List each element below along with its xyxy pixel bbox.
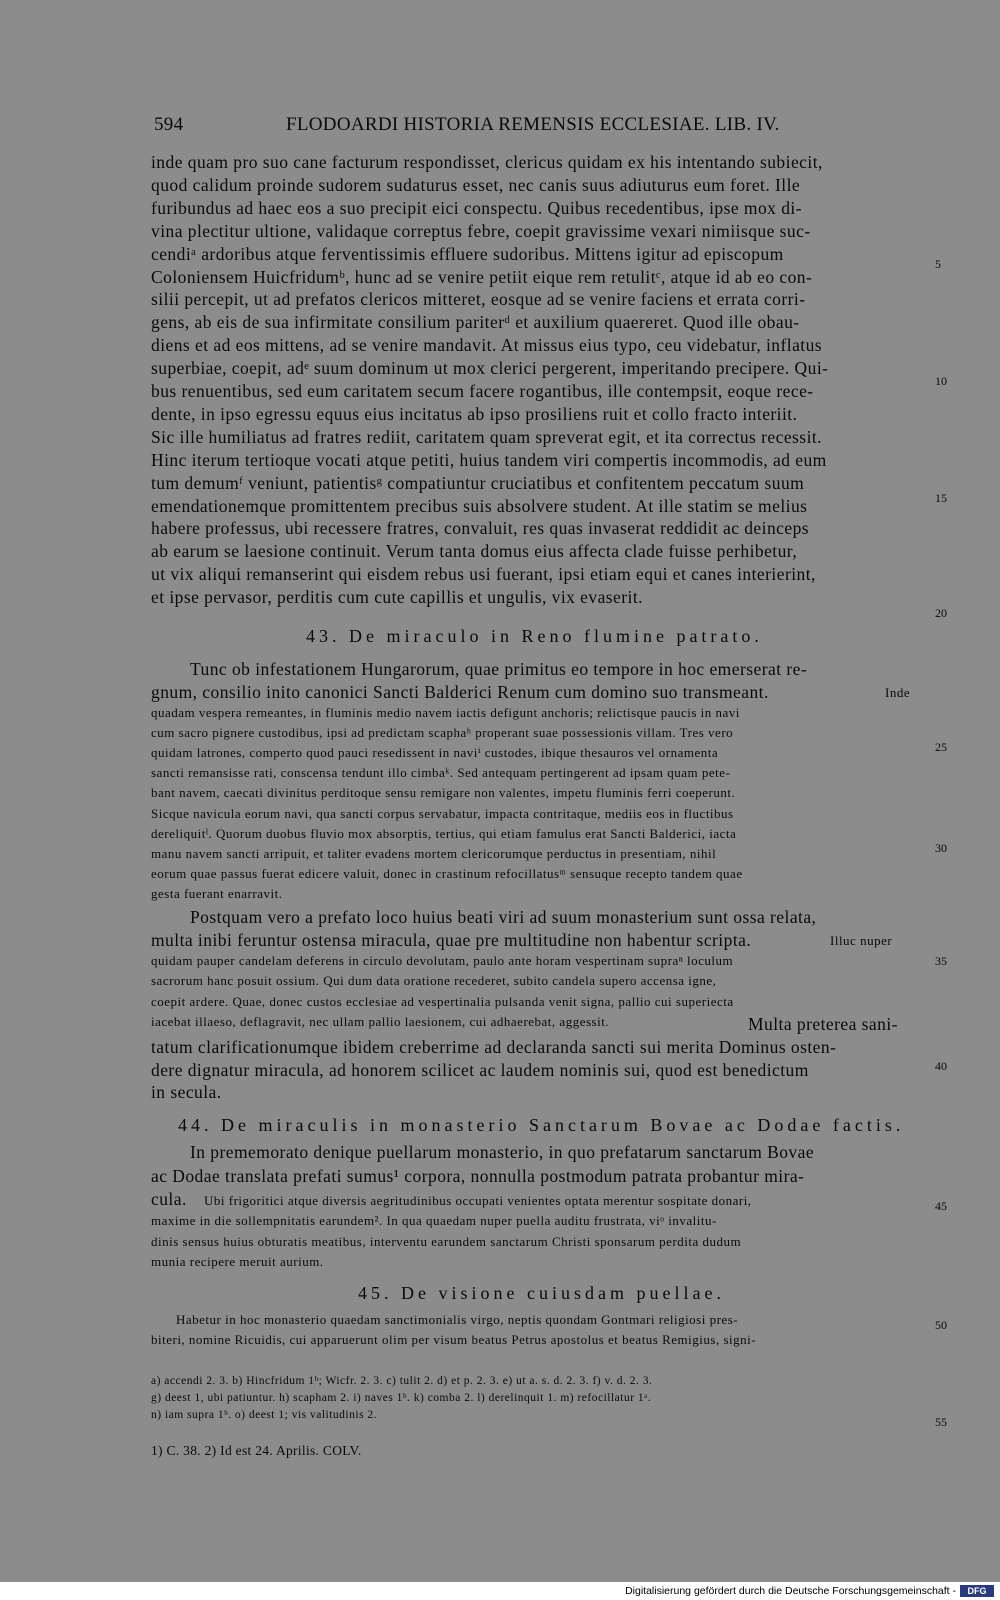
text-line: et ipse pervasor, perditis cum cute capillis et ungulis, vix evaserit. <box>151 587 643 608</box>
text-line: bant navem, caecati divinitus perditoque sensu remigare non valentes, impetu fluminis ferri coeperunt. <box>151 785 736 801</box>
text-line: Sic ille humiliatus ad fratres rediit, caritatem quam spreverat egit, et ita correctus recessit. <box>151 426 823 447</box>
text-line: Inde <box>885 685 911 700</box>
line-number: 55 <box>935 1415 947 1429</box>
footer-credit: Digitalisierung gefördert durch die Deutsche Forschungsgemeinschaft - <box>625 1585 956 1597</box>
text-line: ut vix aliqui remanserint qui eisdem rebus usi fuerant, ipsi etiam equi et canes interierint, <box>151 564 816 585</box>
text-line: dereliquitˡ. Quorum duobus fluvio mox absorptis, tertius, qui etiam famulus erat Sancti Balderici, iacta <box>151 825 737 841</box>
text-line: quidam pauper candelam deferens in circulo devolutam, paulo ante horam vespertinam supraⁿ loculum <box>151 953 734 968</box>
text-line: cendiᵃ ardoribus atque ferventissimis effluere sudoribus. Mittens igitur ad episcopum <box>151 243 784 264</box>
line-number: 30 <box>935 841 947 855</box>
text-line: munia recipere meruit aurium. <box>151 1254 324 1269</box>
text-line: sancti remansisse rati, conscensa tendunt illo cimbaᵏ. Sed antequam pertingerent ad ipsam quam pete- <box>151 765 731 781</box>
text-line: Tunc ob infestationem Hungarorum, quae primitus eo tempore in hoc emerserat re- <box>190 659 808 679</box>
text-line: tum demumᶠ veniunt, patientisᵍ compatiuntur cruciatibus et confitentem peccatum suum <box>151 472 805 493</box>
text-line: Multa preterea sani- <box>748 1014 898 1034</box>
text-line: cum sacro pignere custodibus, ipsi ad predictam scaphaʰ properant suae possessionis villam. Tres vero <box>151 725 734 741</box>
text-line: Coloniensem Huicfridumᵇ, hunc ad se venire petiit eique rem retulitᶜ, atque id ab eo con- <box>151 266 813 287</box>
text-line: diens et ad eos mittens, ad se venire mandavit. At missus eius typo, ceu videbatur, inflatus <box>151 335 823 356</box>
text-line: gesta fuerant enarravit. <box>151 885 283 901</box>
footer-bar <box>0 1582 1000 1600</box>
apparatus-note: g) deest 1, ubi patiuntur. h) scapham 2. i) naves 1ᵇ. k) comba 2. l) derelinquit 1. m) refocillatur 1ᵃ. <box>151 1392 652 1404</box>
text-line: gens, ab eis de sua infirmitate consilium pariterᵈ et auxilium quaereret. Quod ille obau- <box>151 312 800 333</box>
text-line: biteri, nomine Ricuidis, cui apparuerunt olim per visum beatus Petrus apostolus et beatus Remigius, signi- <box>151 1332 757 1347</box>
text-line: Ubi frigoritici atque diversis aegritudinibus occupati venientes optata merentur sospitate donari, <box>204 1193 752 1208</box>
running-title: FLODOARDI HISTORIA REMENSIS ECCLESIAE. LIB. IV. <box>286 114 780 135</box>
text-line: ab earum se laesione continuit. Verum tanta domus eius affecta clade fuisse perhibetur, <box>151 541 798 562</box>
text-line: maxime in die sollempnitatis earundem². In qua quaedam nuper puella auditu frustrata, viᵒ invalitu- <box>151 1213 717 1228</box>
text-line: tatum clarificationumque ibidem creberrime ad declaranda sancti sui merita Dominus osten- <box>151 1037 837 1057</box>
text-line: Postquam vero a prefato loco huius beati viri ad suum monasterium sunt ossa relata, <box>190 907 817 927</box>
line-number: 40 <box>935 1059 947 1073</box>
text-line: dere dignatur miracula, ad honorem scilicet ac laudem nominis sui, quod est benedictum <box>151 1059 809 1080</box>
text-line: in secula. <box>151 1082 222 1102</box>
text-line: habere professus, ubi recessere fratres, convaluit, res quas invaserat reddidit ac deinceps <box>151 518 810 539</box>
text-line: dinis sensus huius obturatis meatibus, interventu earundem sanctarum Christi sponsarum perdita dudum <box>151 1234 742 1249</box>
page-number: 594 <box>154 114 184 135</box>
section-heading-45: 45. De visione cuiusdam puellae. <box>358 1283 725 1303</box>
line-number: 15 <box>935 491 947 505</box>
text-line: iacebat illaeso, deflagravit, nec ullam pallio laesionem, cui adhaerebat, aggessit. <box>151 1013 610 1029</box>
text-line: Hinc iterum tertioque vocati atque petiti, huius tandem viri compertis incommodis, ad eum <box>151 449 827 470</box>
text-line: ac Dodae translata prefati sumus¹ corpora, nonnulla postmodum patrata probantur mira- <box>151 1166 805 1186</box>
section-heading-43: 43. De miraculo in Reno flumine patrato. <box>306 626 763 646</box>
line-number: 10 <box>935 374 947 388</box>
footnote: 1) C. 38. 2) Id est 24. Aprilis. COLV. <box>151 1443 362 1458</box>
line-number: 5 <box>935 257 941 271</box>
line-number: 20 <box>935 606 947 620</box>
text-line: manu navem sancti arripuit, et taliter evadens mortem clericorumque perductus in presentiam, nihil <box>151 845 717 861</box>
text-line: Illuc nuper <box>830 933 893 948</box>
line-number: 35 <box>935 954 947 968</box>
text-line: emendationemque promittentem precibus suis absolvere student. At ille statim se melius <box>151 495 808 516</box>
text-line: gnum, consilio inito canonici Sancti Balderici Renum cum domino suo transmeant. <box>151 682 769 702</box>
text-line: dente, in ipso egressu equus eius incitatus ab ipso prosiliens ruit et collo fracto interiit. <box>151 403 798 424</box>
line-number: 25 <box>935 740 947 754</box>
text-line: eorum quae passus fuerat edicere valuit, donec in crastinum refocillatusᵐ sensuque recepto tandem quae <box>151 865 743 881</box>
text-line: quidam latrones, comperto quod pauci resedissent in naviⁱ custodes, ibique thesauros vel ornamenta <box>151 745 719 761</box>
section-heading-44: 44. De miraculis in monasterio Sanctarum Bovae ac Dodae factis. <box>178 1115 905 1135</box>
apparatus-note: a) accendi 2. 3. b) Hincfridum 1ᵇ; Wicfr. 2. 3. c) tulit 2. d) et p. 2. 3. e) ut a. s. d. 2. 3. f) v. d. 2. 3. <box>151 1375 653 1387</box>
text-line: In prememorato denique puellarum monasterio, in quo prefatarum sanctarum Bovae <box>190 1142 815 1162</box>
text-line: coepit ardere. Quae, donec custos ecclesiae ad vespertinalia pulsanda venit signa, pallio cui superiecta <box>151 993 734 1009</box>
dfg-logo: DFG <box>960 1585 994 1597</box>
text-line: quod calidum proinde sudorem sudaturus esset, nec canis suus adiuturus eum foret. Ille <box>151 174 801 195</box>
text-line: inde quam pro suo cane facturum respondisset, clericus quidam ex his intentando subiecit, <box>151 152 823 172</box>
text-line: silii percepit, ut ad prefatos clericos mitteret, eosque ad se venire faciens et errata corri- <box>151 289 806 310</box>
text-line: cula. <box>151 1189 187 1209</box>
line-number: 50 <box>935 1318 947 1332</box>
apparatus-note: n) iam supra 1ᵇ. o) deest 1; vis valitudinis 2. <box>151 1409 378 1421</box>
text-line: furibundus ad haec eos a suo precipit eici conspectu. Quibus recedentibus, ipse mox di- <box>151 197 802 218</box>
text-line: vina plectitur ultione, validaque correptus febre, coepit gravissime vexari nimiisque suc- <box>151 220 811 241</box>
line-number: 45 <box>935 1199 947 1213</box>
text-line: quadam vespera remeantes, in fluminis medio navem iactis defigunt anchoris; relictisque paucis in navi <box>151 705 740 720</box>
text-line: Habetur in hoc monasterio quaedam sanctimonialis virgo, neptis quondam Gontmari religiosi pres- <box>176 1312 739 1327</box>
text-line: sacrorum hanc posuit ossium. Qui dum data oratione recederet, subito candela supero accensa igne, <box>151 973 717 989</box>
text-line: bus renuentibus, sed eum caritatem secum facere rogantibus, ille contempsit, eoque rece- <box>151 381 814 401</box>
text-line: multa inibi feruntur ostensa miracula, quae pre multitudine non habentur scripta. <box>151 930 752 950</box>
text-line: Sicque navicula eorum navi, qua sancti corpus servabatur, impacta contritaque, mediis eos in fluctibus <box>151 805 734 821</box>
text-line: superbiae, coepit, adᵉ suum dominum ut mox clerici pergerent, imperitando precipere. Qui- <box>151 358 829 379</box>
